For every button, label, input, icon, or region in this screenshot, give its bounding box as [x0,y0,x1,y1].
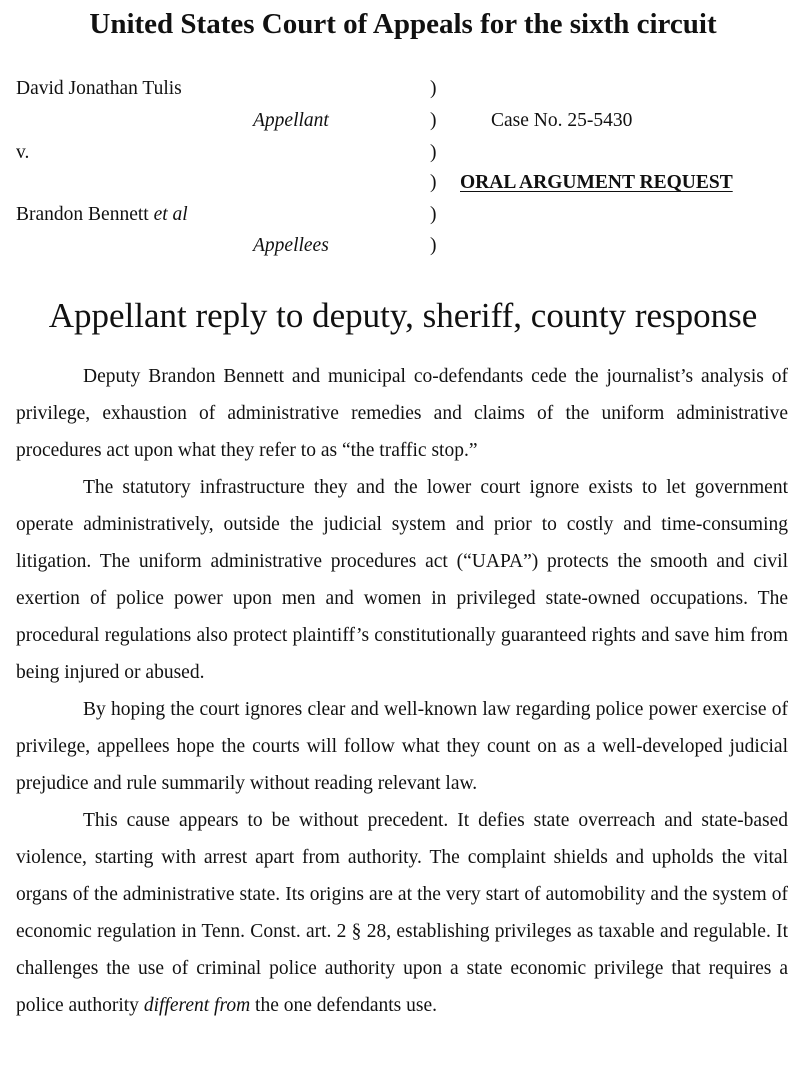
document-body [16,358,788,1024]
paragraph [16,802,788,1024]
appellee-name-line [16,202,188,228]
versus: v. [16,142,30,163]
caption-paren: ) [430,142,437,163]
caption-paren: ) [430,110,437,131]
emphasis-text: different from [143,995,251,1016]
paragraph: By hoping the court ignores clear and well-known law regarding police power exercise of privilege, appellees hope the courts will follow what they count on as a well-developed judicial prejudice and rule summarily without reading relevant law. [16,699,788,794]
paragraph: The statutory infrastructure they and the lower court ignore exists to let government operate administratively, outside the judicial system and prior to costly and time-consuming litigation. The uniform administrative procedures act (“UAPA”) protects the smooth and civil exertion of police power upon men and women in privileged state-owned occupations. The procedural regulations also protect plaintiff’s constitutionally guaranteed rights and save him from being injured or abused. [16,477,788,683]
caption-paren: ) [430,204,437,225]
caption-paren: ) [430,235,437,256]
appellee-name: Brandon Bennett [16,204,149,225]
paragraph: Deputy Brandon Bennett and municipal co-defendants cede the journalist’s analysis of privilege, exhaustion of administrative remedies and claims of the uniform administrative procedures act upon what they refer to as “the traffic stop.” [16,366,788,461]
caption-paren: ) [430,172,437,193]
document-title: Appellant reply to deputy, sheriff, county response [48,296,758,335]
court-title: United States Court of Appeals for the sixth circuit [89,8,717,40]
case-number: Case No. 25-5430 [491,110,633,131]
appellant-role: Appellant [253,110,329,131]
appellee-role: Appellees [253,235,329,256]
appellant-name: David Jonathan Tulis [16,78,182,99]
paragraph-text: This cause appears to be without precedent. It defies state overreach and state-based violence, starting with arrest apart from authority. The complaint shields and upholds the vital organs of the administrative state. Its origins are at the very start of automobility and the system of economic regulation in Tenn. Const. art. 2 § 28, establishing privileges as taxable and regulable. It challenges the use of criminal police authority upon a state economic privilege that requires a police authority [16,810,788,1016]
paragraph-text: the one defendants use. [255,995,437,1016]
appellee-suffix: et al [153,204,188,225]
oral-argument-request: ORAL ARGUMENT REQUEST [460,172,733,193]
caption-paren: ) [430,78,437,99]
